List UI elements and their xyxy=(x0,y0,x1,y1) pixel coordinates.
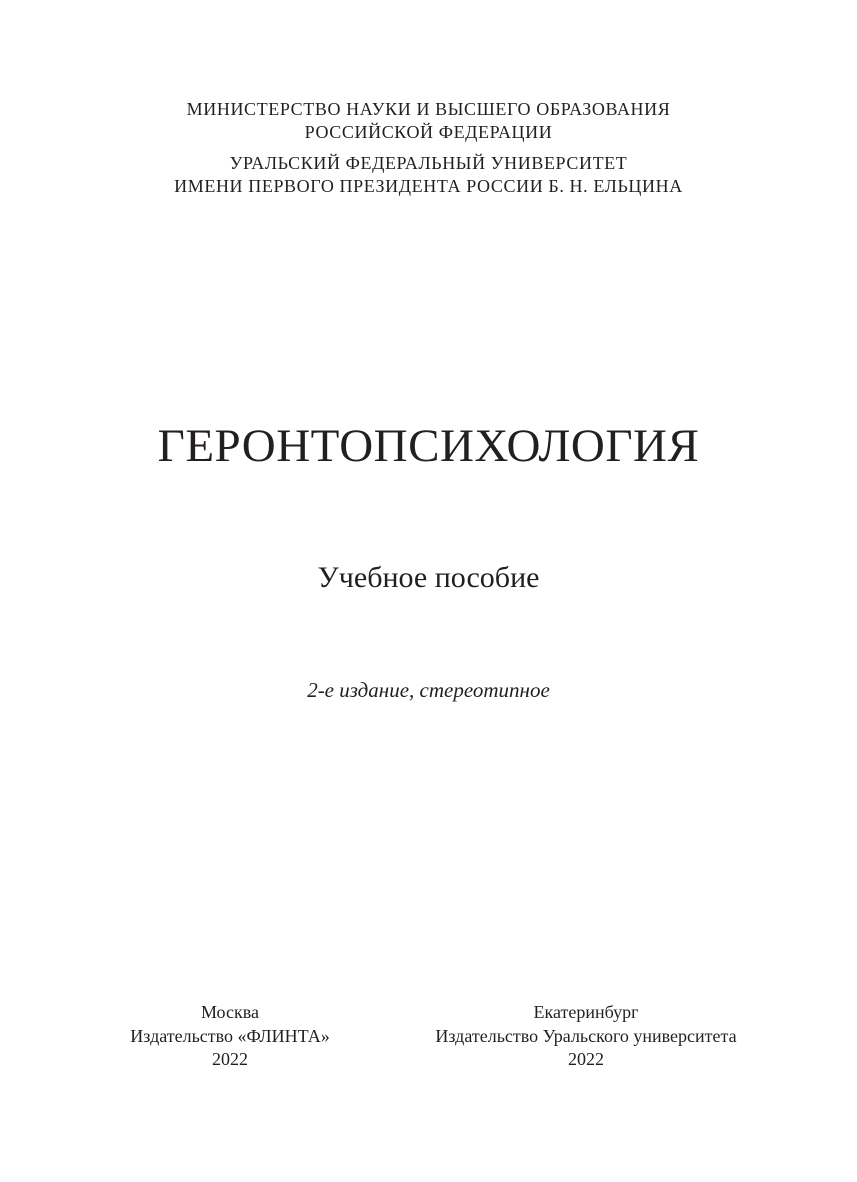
publisher-city: Москва xyxy=(201,1002,259,1022)
university-line-1: УРАЛЬСКИЙ ФЕДЕРАЛЬНЫЙ УНИВЕРСИТЕТ xyxy=(229,153,628,173)
book-type: Учебное пособие xyxy=(317,561,540,594)
publisher-name: Издательство Уральского университета xyxy=(435,1025,737,1046)
publisher-year: 2022 xyxy=(568,1049,604,1069)
ministry-line-1: МИНИСТЕРСТВО НАУКИ И ВЫСШЕГО ОБРАЗОВАНИЯ xyxy=(186,99,671,119)
publisher-name: Издательство «ФЛИНТА» xyxy=(130,1025,330,1046)
publisher-ekaterinburg xyxy=(396,1001,776,1072)
book-title: ГЕРОНТОПСИХОЛОГИЯ xyxy=(157,420,700,472)
ministry-line-2: РОССИЙСКОЙ ФЕДЕРАЦИИ xyxy=(304,122,553,142)
publisher-moscow xyxy=(100,1001,360,1072)
edition-note: 2-е издание, стереотипное xyxy=(307,678,550,702)
publisher-city: Екатеринбург xyxy=(533,1002,639,1022)
publisher-year: 2022 xyxy=(212,1049,248,1069)
university-line-2: ИМЕНИ ПЕРВОГО ПРЕЗИДЕНТА РОССИИ Б. Н. ЕЛЬЦИНА xyxy=(174,176,683,196)
